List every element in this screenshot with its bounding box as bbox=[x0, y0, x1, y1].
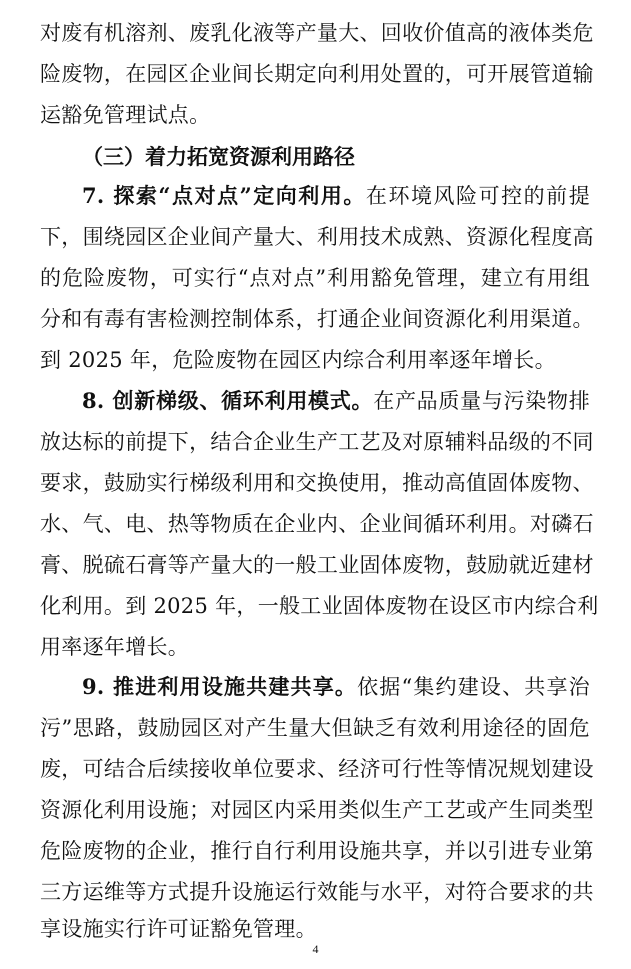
paragraph-line: 化利用。到 2025 年，一般工业固体废物在设区市内综合利 bbox=[40, 594, 599, 618]
item-7-first-line bbox=[82, 177, 590, 215]
paragraph-line: 要求，鼓励实行梯级利用和交换使用，推动高值固体废物、 bbox=[40, 471, 594, 495]
paragraph-line: 下，围绕园区企业间产量大、利用技术成熟、资源化程度高 bbox=[40, 225, 594, 249]
paragraph-line: 的危险废物，可实行“点对点”利用豁免管理，建立有用组 bbox=[40, 266, 590, 290]
paragraph-line: 险废物，在园区企业间长期定向利用处置的，可开展管道输 bbox=[40, 62, 594, 86]
paragraph-line: 对废有机溶剂、废乳化液等产量大、回收价值高的液体类危 bbox=[40, 21, 594, 45]
paragraph-line: 运豁免管理试点。 bbox=[40, 103, 211, 127]
paragraph-line: 享设施实行许可证豁免管理。 bbox=[40, 917, 317, 941]
paragraph-line: 资源化利用设施；对园区内采用类似生产工艺或产生同类型 bbox=[40, 798, 594, 822]
paragraph-line: 危险废物的企业，推行自行利用设施共享，并以引进专业第 bbox=[40, 839, 594, 863]
item-7-first-line-text: 在环境风险可控的前提 bbox=[365, 184, 590, 208]
item-8-first-line bbox=[82, 382, 590, 420]
item-8-title: 8. 创新梯级、循环利用模式。 bbox=[82, 388, 374, 413]
item-9-first-line-text: 依据“集约建设、共享治 bbox=[357, 675, 590, 699]
paragraph-line: 用率逐年增长。 bbox=[40, 635, 190, 659]
item-9-first-line bbox=[82, 668, 590, 706]
paragraph-line: 分和有毒有害检测控制体系，打通企业间资源化利用渠道。 bbox=[40, 307, 594, 331]
item-8-first-line-text: 在产品质量与污染物排 bbox=[373, 389, 591, 413]
paragraph-line: 废，可结合后续接收单位要求、经济可行性等情况规划建设 bbox=[40, 757, 594, 781]
paragraph-line: 放达标的前提下，结合企业生产工艺及对原辅料品级的不同 bbox=[40, 430, 594, 454]
paragraph-line: 膏、脱硫石膏等产量大的一般工业固体废物，鼓励就近建材 bbox=[40, 553, 594, 577]
section-heading: （三）着力拓宽资源利用路径 bbox=[82, 144, 355, 169]
page-number: 4 bbox=[312, 942, 319, 956]
item-7-title: 7. 探索“点对点”定向利用。 bbox=[82, 183, 366, 208]
item-9-title: 9. 推进利用设施共建共享。 bbox=[82, 674, 358, 699]
paragraph-line: 到 2025 年，危险废物在园区内综合利用率逐年增长。 bbox=[40, 348, 556, 372]
paragraph-line: 三方运维等方式提升设施运行效能与水平，对符合要求的共 bbox=[40, 880, 594, 904]
paragraph-line: 污”思路，鼓励园区对产生量大但缺乏有效利用途径的固危 bbox=[40, 716, 590, 740]
paragraph-line: 水、气、电、热等物质在企业内、企业间循环利用。对磷石 bbox=[40, 512, 594, 536]
